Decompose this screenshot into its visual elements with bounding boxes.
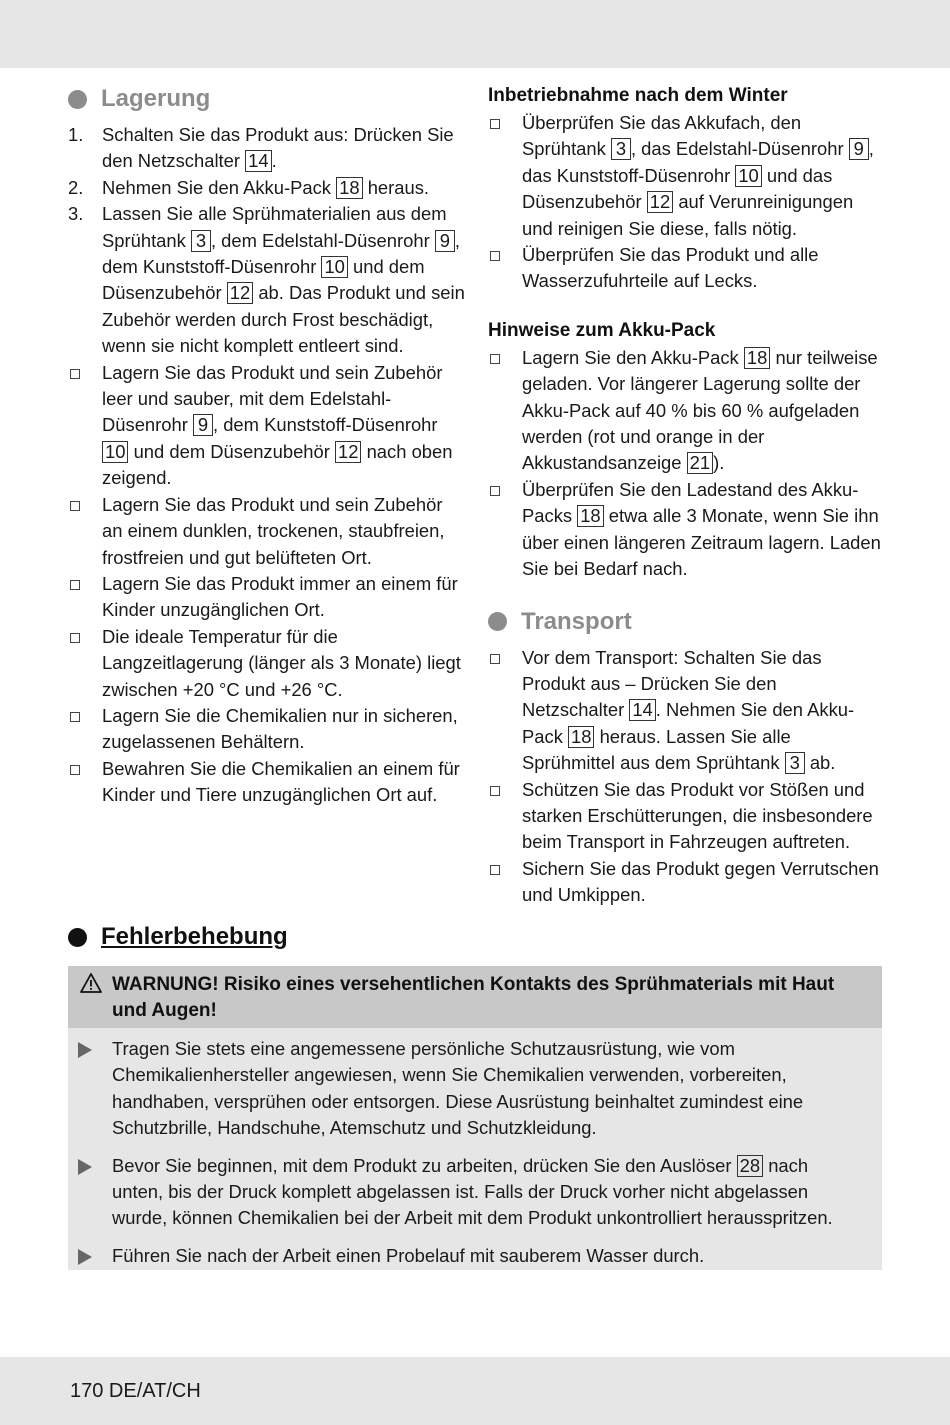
text-run: Lagern Sie das Produkt immer an einem für Kinder unzugänglichen Ort. xyxy=(102,572,458,621)
list-item xyxy=(488,645,883,777)
item-text xyxy=(522,858,879,905)
section-heading-transport xyxy=(488,605,883,639)
winter-heading: Inbetriebnahme nach dem Winter xyxy=(488,85,788,106)
checkbox-square-icon xyxy=(70,765,80,775)
item-text xyxy=(102,626,461,700)
text-run: nach oben zeigend. xyxy=(102,440,453,489)
text-run: nach unten, bis der Druck komplett abgelassen ist. Falls der Druck vorher nicht abgelassen wurde, können Chemikalien bei der Arbeit mit dem Produkt unkontrolliert herausspritzen. xyxy=(112,1154,833,1229)
section-heading-fehlerbehebung xyxy=(68,920,888,954)
text-run: Lagern Sie den Akku-Pack xyxy=(522,346,744,368)
item-text xyxy=(112,1245,704,1266)
right-column xyxy=(488,82,883,909)
text-run: Schalten Sie das Produkt aus: Drücken Sie den Netzschalter xyxy=(102,124,454,172)
text-run: , dem Kunststoff-Düsenrohr xyxy=(102,229,460,278)
part-ref-number: 9 xyxy=(435,230,455,252)
part-ref-number: 14 xyxy=(629,699,655,721)
text-run: heraus. Lassen Sie alle Sprühmittel aus dem Sprühtank xyxy=(522,725,791,774)
bullet-dot-icon xyxy=(68,928,87,947)
item-text xyxy=(102,177,429,198)
part-ref-number: 12 xyxy=(335,441,361,463)
text-run: Bewahren Sie die Chemikalien an einem für Kinder und Tiere unzugänglichen Ort auf. xyxy=(102,757,460,806)
text-run: Tragen Sie stets eine angemessene persönliche Schutzausrüstung, wie vom Chemikalienhersteller angewiesen, wenn Sie Chemikalien verwenden, vorbereiten, handhaben, versprühen oder entsorgen. Diese Ausrüstung beinhaltet zumindest eine Schutzbrille, Handschuhe, Atemschutz und Schutzkleidung. xyxy=(112,1038,804,1139)
text-run: . Nehmen Sie den Akku-Pack xyxy=(522,699,855,747)
text-run: Überprüfen Sie das Produkt und alle Wasserzufuhrteile auf Lecks. xyxy=(522,244,819,292)
text-run: Vor dem Transport: Schalten Sie das Produkt aus – Drücken Sie den Netzschalter xyxy=(522,646,822,721)
warning-items xyxy=(68,1028,882,1269)
text-run: . xyxy=(271,150,277,172)
lagerung-bullets xyxy=(68,360,468,809)
part-ref-number: 18 xyxy=(336,177,362,199)
step-number: 2. xyxy=(68,176,84,198)
checkbox-square-icon xyxy=(70,633,80,643)
item-text xyxy=(522,112,874,239)
text-run: Führen Sie nach der Arbeit einen Probelauf mit sauberem Wasser durch. xyxy=(112,1244,705,1266)
list-item xyxy=(68,756,468,809)
checkbox-square-icon xyxy=(490,786,500,796)
checkbox-square-icon xyxy=(490,251,500,261)
list-item xyxy=(68,492,468,571)
bullet-dot-icon xyxy=(68,90,87,109)
arrow-right-icon xyxy=(78,1159,92,1175)
text-run: Sichern Sie das Produkt gegen Verrutschen und Umkippen. xyxy=(522,857,879,906)
text-run: Lagern Sie das Produkt und sein Zubehör an einem dunklen, trockenen, staubfreien, frostfreien und gut belüfteten Ort. xyxy=(102,493,445,568)
part-ref-number: 3 xyxy=(611,138,631,160)
part-ref-number: 18 xyxy=(744,347,770,369)
text-run: Nehmen Sie den Akku-Pack xyxy=(102,176,337,198)
item-text xyxy=(102,124,454,171)
text-run: auf Verunreinigungen und reinigen Sie diese, falls nötig. xyxy=(522,191,854,239)
list-item xyxy=(78,1153,862,1232)
part-ref-number: 3 xyxy=(785,752,805,774)
warning-box xyxy=(68,966,882,1270)
part-ref-number: 9 xyxy=(193,414,213,436)
text-run: Lassen Sie alle Sprühmaterialien aus dem Sprühtank xyxy=(102,203,447,251)
checkbox-square-icon xyxy=(490,119,500,129)
text-run: Bevor Sie beginnen, mit dem Produkt zu arbeiten, drücken Sie den Auslöser xyxy=(112,1154,737,1176)
item-text xyxy=(112,1155,833,1229)
text-run: ab. Das Produkt und sein Zubehör werden durch Frost beschädigt, wenn sie nicht komplett entleert sind. xyxy=(102,282,465,357)
checkbox-square-icon xyxy=(490,865,500,875)
page-footer: 170 DE/AT/CH xyxy=(70,1380,201,1402)
checkbox-square-icon xyxy=(70,369,80,379)
item-text xyxy=(112,1038,803,1138)
section-heading-lagerung xyxy=(68,82,468,116)
list-item xyxy=(488,345,883,477)
text-run: Überprüfen Sie das Akkufach, den Sprühtank xyxy=(522,112,802,160)
text-run: , das Edelstahl-Düsenrohr xyxy=(630,138,849,160)
part-ref-number: 12 xyxy=(227,282,253,304)
arrow-right-icon xyxy=(78,1249,92,1265)
part-ref-number: 18 xyxy=(577,505,603,527)
text-run: und das Düsenzubehör xyxy=(522,164,833,213)
text-run: ab. xyxy=(804,752,836,774)
item-text xyxy=(522,347,878,474)
list-item xyxy=(68,175,468,201)
part-ref-number: 3 xyxy=(191,230,211,252)
list-item xyxy=(68,201,468,359)
checkbox-square-icon xyxy=(490,654,500,664)
part-ref-number: 21 xyxy=(687,452,713,474)
text-run: , das Kunststoff-Düsenrohr xyxy=(522,138,874,186)
text-run: und dem Düsenzubehör xyxy=(128,440,335,462)
arrow-right-icon xyxy=(78,1042,92,1058)
list-item xyxy=(488,110,883,242)
top-band xyxy=(0,0,950,68)
transport-title: Transport xyxy=(521,607,632,635)
list-item xyxy=(68,624,468,703)
fehlerbehebung-section xyxy=(68,920,888,954)
checkbox-square-icon xyxy=(490,486,500,496)
part-ref-number: 12 xyxy=(647,191,673,213)
text-run: nur teilweise geladen. Vor längerer Lagerung sollte der Akku-Pack auf 40 % bis 60 % aufgeladen werden (rot und orange in der Akkustandsanzeige xyxy=(522,346,878,474)
part-ref-number: 18 xyxy=(568,726,594,748)
akku-bullets xyxy=(488,345,883,583)
list-item xyxy=(68,122,468,175)
lagerung-steps xyxy=(68,122,468,360)
text-run: und dem Düsenzubehör xyxy=(102,256,425,304)
list-item xyxy=(78,1243,862,1269)
part-ref-number: 9 xyxy=(849,138,869,160)
part-ref-number: 10 xyxy=(102,441,128,463)
item-text xyxy=(522,779,873,853)
part-ref-number: 10 xyxy=(321,256,347,278)
list-item xyxy=(78,1036,862,1142)
checkbox-square-icon xyxy=(490,354,500,364)
warning-triangle-icon xyxy=(80,972,102,1002)
fehlerbehebung-title: Fehlerbehebung xyxy=(101,923,288,950)
part-ref-number: 10 xyxy=(735,165,761,187)
winter-bullets xyxy=(488,110,883,295)
lagerung-title: Lagerung xyxy=(101,85,211,112)
item-text xyxy=(102,203,465,356)
left-column xyxy=(68,82,468,809)
list-item xyxy=(68,571,468,624)
text-run: Lagern Sie die Chemikalien nur in sicheren, zugelassenen Behältern. xyxy=(102,704,458,753)
text-run: etwa alle 3 Monate, wenn Sie ihn über einen längeren Zeitraum lagern. Laden Sie bei Bedarf nach. xyxy=(522,505,881,580)
text-run: Die ideale Temperatur für die Langzeitlagerung (länger als 3 Monate) liegt zwischen +20 °C und +26 °C. xyxy=(102,625,461,700)
item-text xyxy=(102,494,445,568)
item-text xyxy=(522,244,818,291)
text-run: ). xyxy=(713,452,725,474)
part-ref-number: 14 xyxy=(245,150,271,172)
bullet-dot-icon xyxy=(488,612,507,631)
checkbox-square-icon xyxy=(70,580,80,590)
text-run: , dem Edelstahl-Düsenrohr xyxy=(210,229,435,251)
akku-heading: Hinweise zum Akku-Pack xyxy=(488,319,716,341)
step-number: 1. xyxy=(68,124,84,145)
list-item xyxy=(488,242,883,295)
checkbox-square-icon xyxy=(70,712,80,722)
text-run: Lagern Sie das Produkt und sein Zubehör leer und sauber, mit dem Edelstahl-Düsenrohr xyxy=(102,361,443,436)
text-run: Überprüfen Sie den Ladestand des Akku-Packs xyxy=(522,478,859,527)
item-text xyxy=(522,647,854,774)
item-text xyxy=(102,758,460,805)
warning-title: WARNUNG! Risiko eines versehentlichen Kontakts des Sprühmaterials mit Haut und Augen! xyxy=(112,974,835,1021)
warning-header xyxy=(68,966,882,1028)
transport-bullets xyxy=(488,645,883,909)
list-item xyxy=(488,777,883,856)
checkbox-square-icon xyxy=(70,501,80,511)
list-item xyxy=(488,856,883,909)
item-text xyxy=(102,573,458,620)
list-item xyxy=(68,360,468,492)
list-item xyxy=(68,703,468,756)
step-number: 3. xyxy=(68,203,84,225)
item-text xyxy=(102,362,452,489)
text-run: , dem Kunststoff-Düsenrohr xyxy=(212,414,438,436)
text-run: heraus. xyxy=(362,176,430,198)
list-item xyxy=(488,477,883,583)
item-text xyxy=(102,705,458,752)
text-run: Schützen Sie das Produkt vor Stößen und starken Erschütterungen, die insbesondere beim Transport in Fahrzeugen auftreten. xyxy=(522,778,873,853)
part-ref-number: 28 xyxy=(737,1155,763,1177)
item-text xyxy=(522,479,881,579)
